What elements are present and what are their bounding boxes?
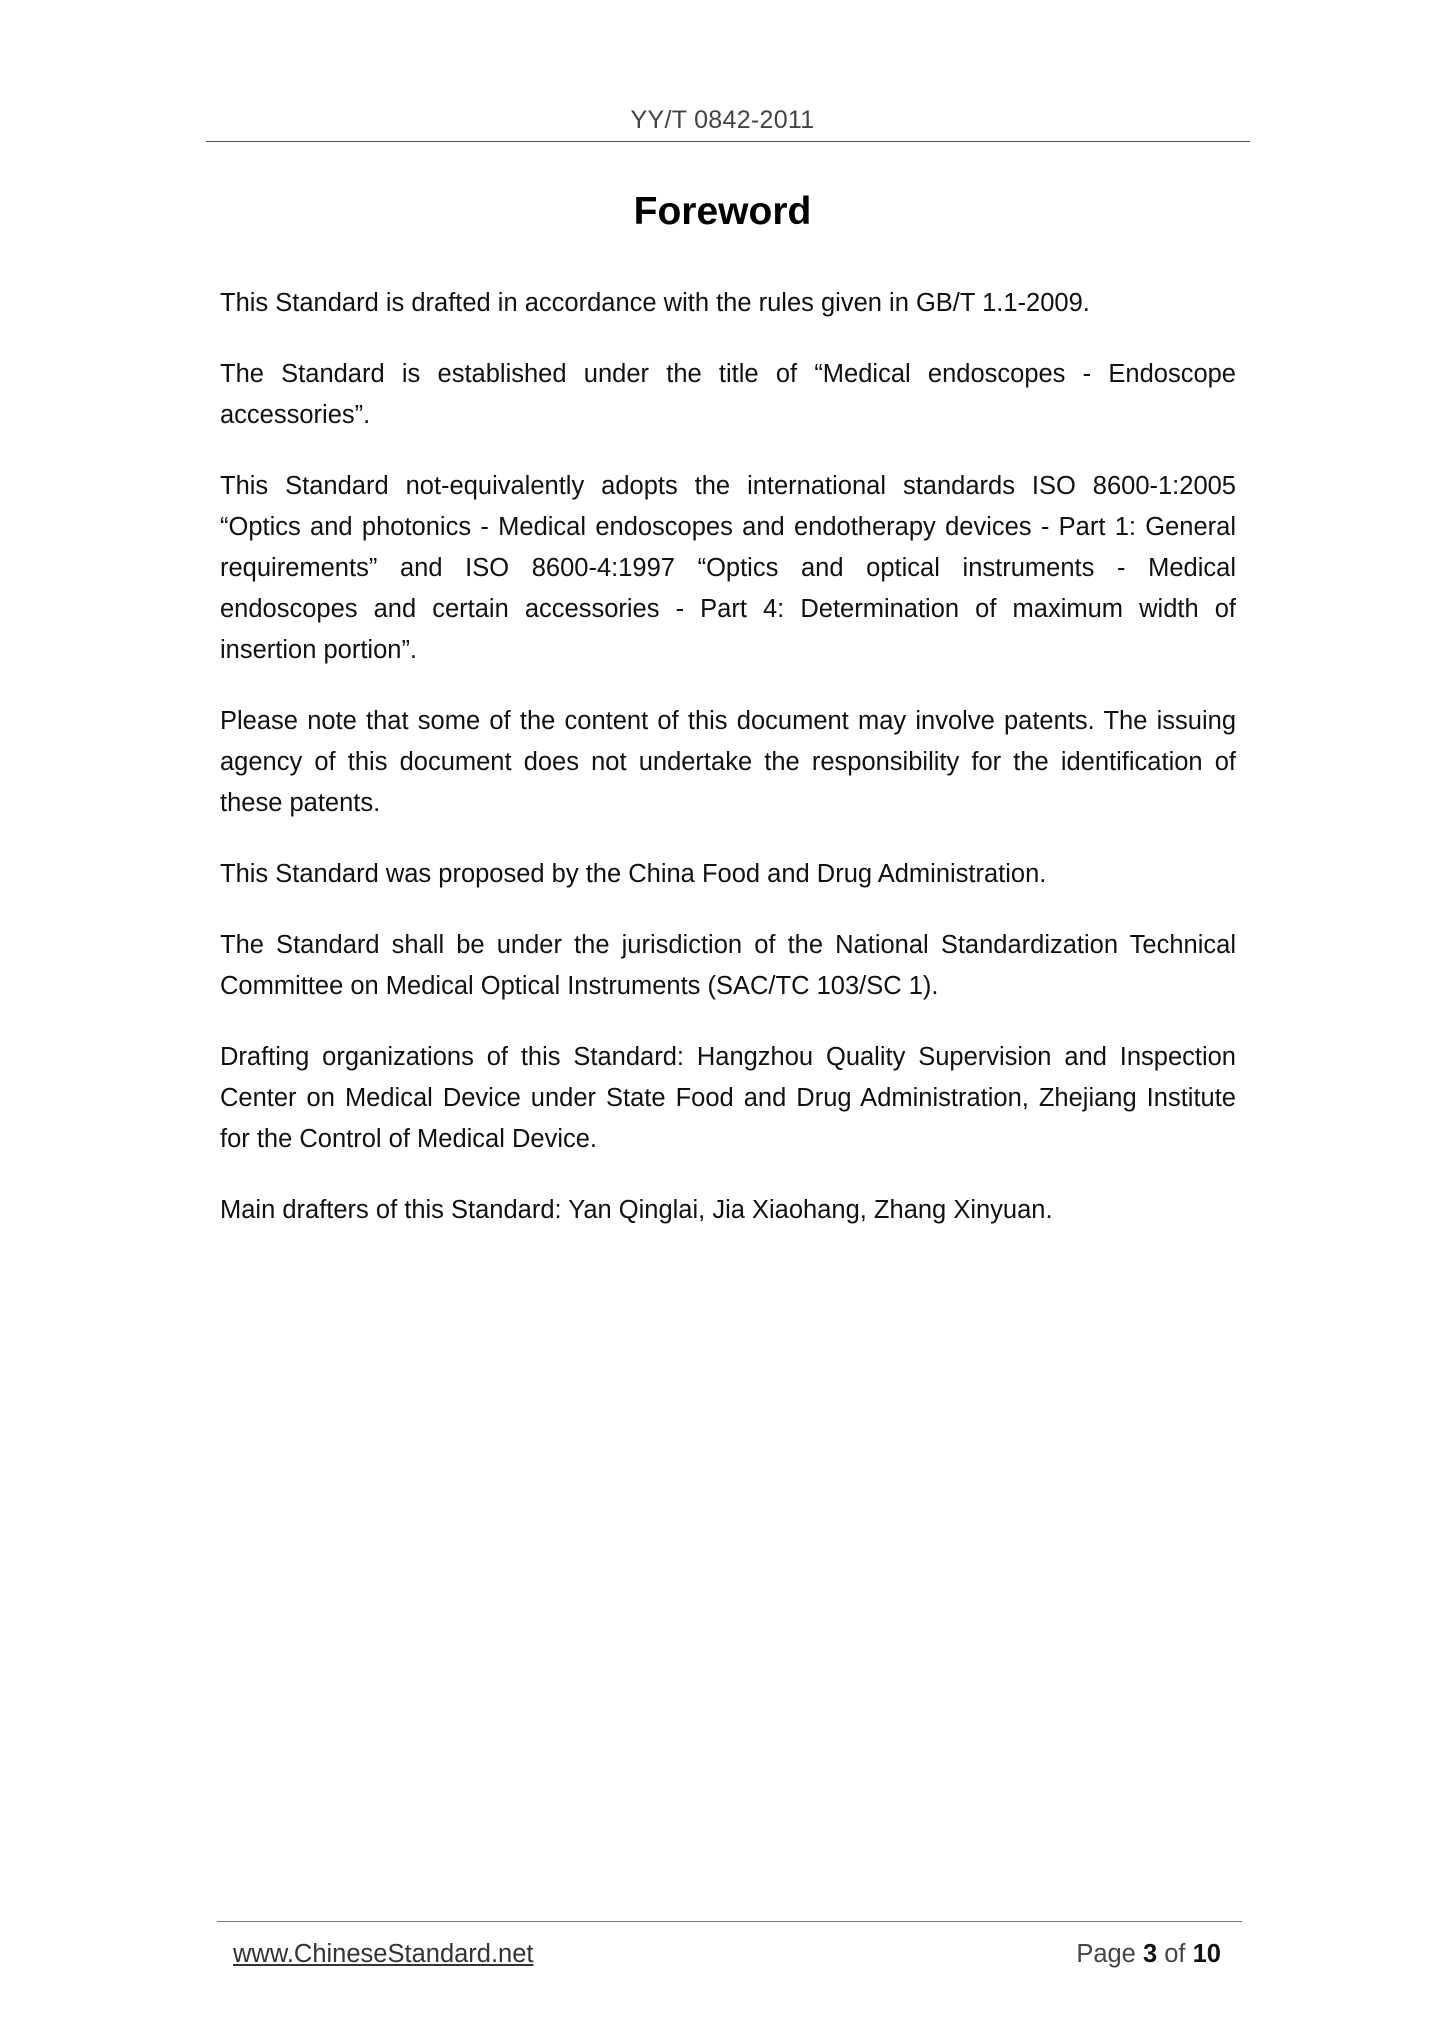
paragraph-drafting-rules: This Standard is drafted in accordance with the rules given in GB/T 1.1-2009. (220, 289, 1090, 317)
page-word: Page (1076, 1940, 1136, 1968)
paragraph-jurisdiction: The Standard shall be under the jurisdiction of the National Standardization Technical Committee on Medical Optical Instruments (SAC/TC 103/SC 1). (220, 931, 1236, 1000)
page-total: 10 (1192, 1940, 1221, 1968)
paragraph-iso-adoption: This Standard not-equivalently adopts the international standards ISO 8600-1:2005 “Optics and photonics - Medical endoscopes and endotherapy devices - Part 1: General requirements” and ISO 8600-4:1997 “Optics and optical instruments - Medical endoscopes and certain accessories - Part 4: Determination of maximum width of insertion portion”. (220, 472, 1236, 664)
page-of: of (1164, 1940, 1186, 1968)
website-link[interactable]: www.ChineseStandard.net (233, 1940, 534, 1968)
footer-divider (217, 1921, 1242, 1922)
paragraph-patent-notice: Please note that some of the content of this document may involve patents. The issuing agency of this document does not undertake the responsibility for the identification of these patents. (220, 707, 1236, 817)
header-divider (206, 141, 1250, 142)
foreword-body (220, 283, 1236, 1261)
paragraph-drafting-organizations: Drafting organizations of this Standard: Hangzhou Quality Supervision and Inspection Center on Medical Device under State Food and Drug Administration, Zhejiang Institute for the Control of Medical Device. (220, 1043, 1236, 1153)
paragraph-main-drafters: Main drafters of this Standard: Yan Qinglai, Jia Xiaohang, Zhang Xinyuan. (220, 1196, 1053, 1224)
page-current: 3 (1142, 1940, 1158, 1968)
page-title: Foreword (633, 190, 812, 233)
paragraph-title-statement: The Standard is established under the title of “Medical endoscopes - Endoscope accessories”. (220, 360, 1236, 429)
paragraph-proposed-by: This Standard was proposed by the China Food and Drug Administration. (220, 860, 1047, 888)
page-number (1076, 1940, 1221, 1969)
header-standard-code: YY/T 0842-2011 (630, 106, 815, 134)
